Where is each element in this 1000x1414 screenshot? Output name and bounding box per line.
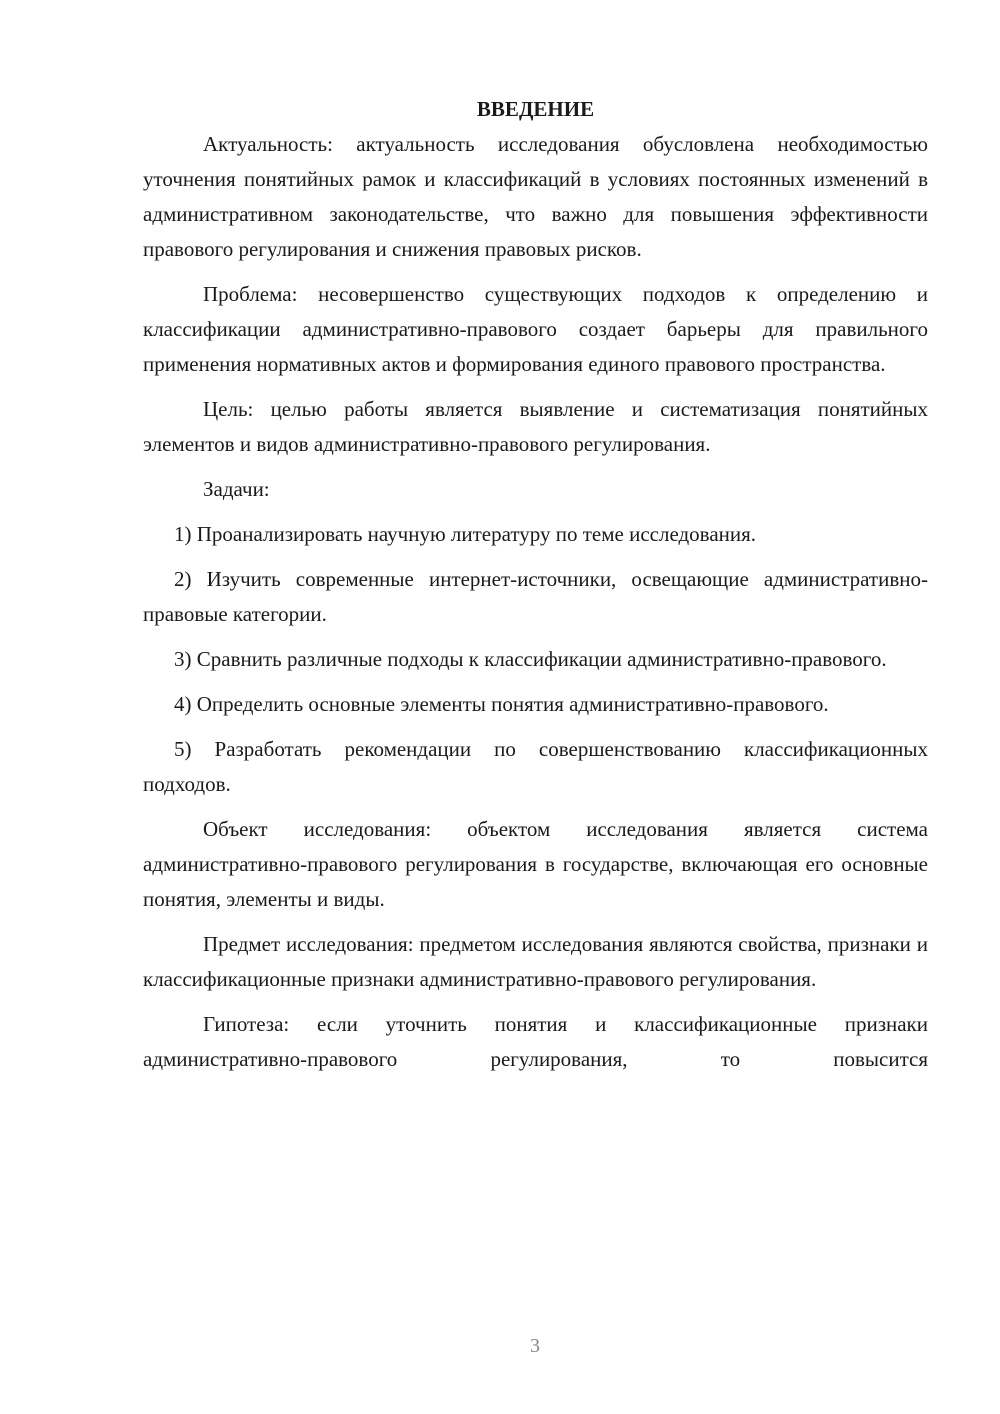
task-item-4: 4) Определить основные элементы понятия административно-правового. (174, 692, 829, 716)
paragraph-object: Объект исследования: объектом исследования является система административно-правового регулирования в государстве, включающая его основные понятия, элементы и виды. (143, 817, 928, 911)
paragraph-subject: Предмет исследования: предметом исследования являются свойства, признаки и классификационные признаки административно-правового регулирования. (143, 932, 928, 991)
task-item-2: 2) Изучить современные интернет-источники, освещающие административно-правовые категории. (143, 567, 928, 626)
page-number: 3 (530, 1335, 540, 1357)
task-item-5: 5) Разработать рекомендации по совершенствованию классификационных подходов. (143, 737, 928, 796)
paragraph-problem: Проблема: несовершенство существующих подходов к определению и классификации административно-правового создает барьеры для правильного применения нормативных актов и формирования единого правового пространства. (143, 282, 928, 376)
paragraph-hypothesis: Гипотеза: если уточнить понятия и классификационные признаки административно-правового регулирования, то повысится (143, 1012, 928, 1071)
document-page (143, 92, 928, 1077)
tasks-heading: Задачи: (203, 477, 270, 501)
paragraph-goal: Цель: целью работы является выявление и систематизация понятийных элементов и видов административно-правового регулирования. (143, 397, 928, 456)
paragraph-relevance: Актуальность: актуальность исследования обусловлена необходимостью уточнения понятийных рамок и классификаций в условиях постоянных изменений в административном законодательстве, что важно для повышения эффективности правового регулирования и снижения правовых рисков. (143, 132, 928, 261)
task-item-1: 1) Проанализировать научную литературу по теме исследования. (174, 522, 757, 546)
task-item-3: 3) Сравнить различные подходы к классификации административно-правового. (174, 647, 887, 671)
section-title: ВВЕДЕНИЕ (476, 97, 595, 121)
